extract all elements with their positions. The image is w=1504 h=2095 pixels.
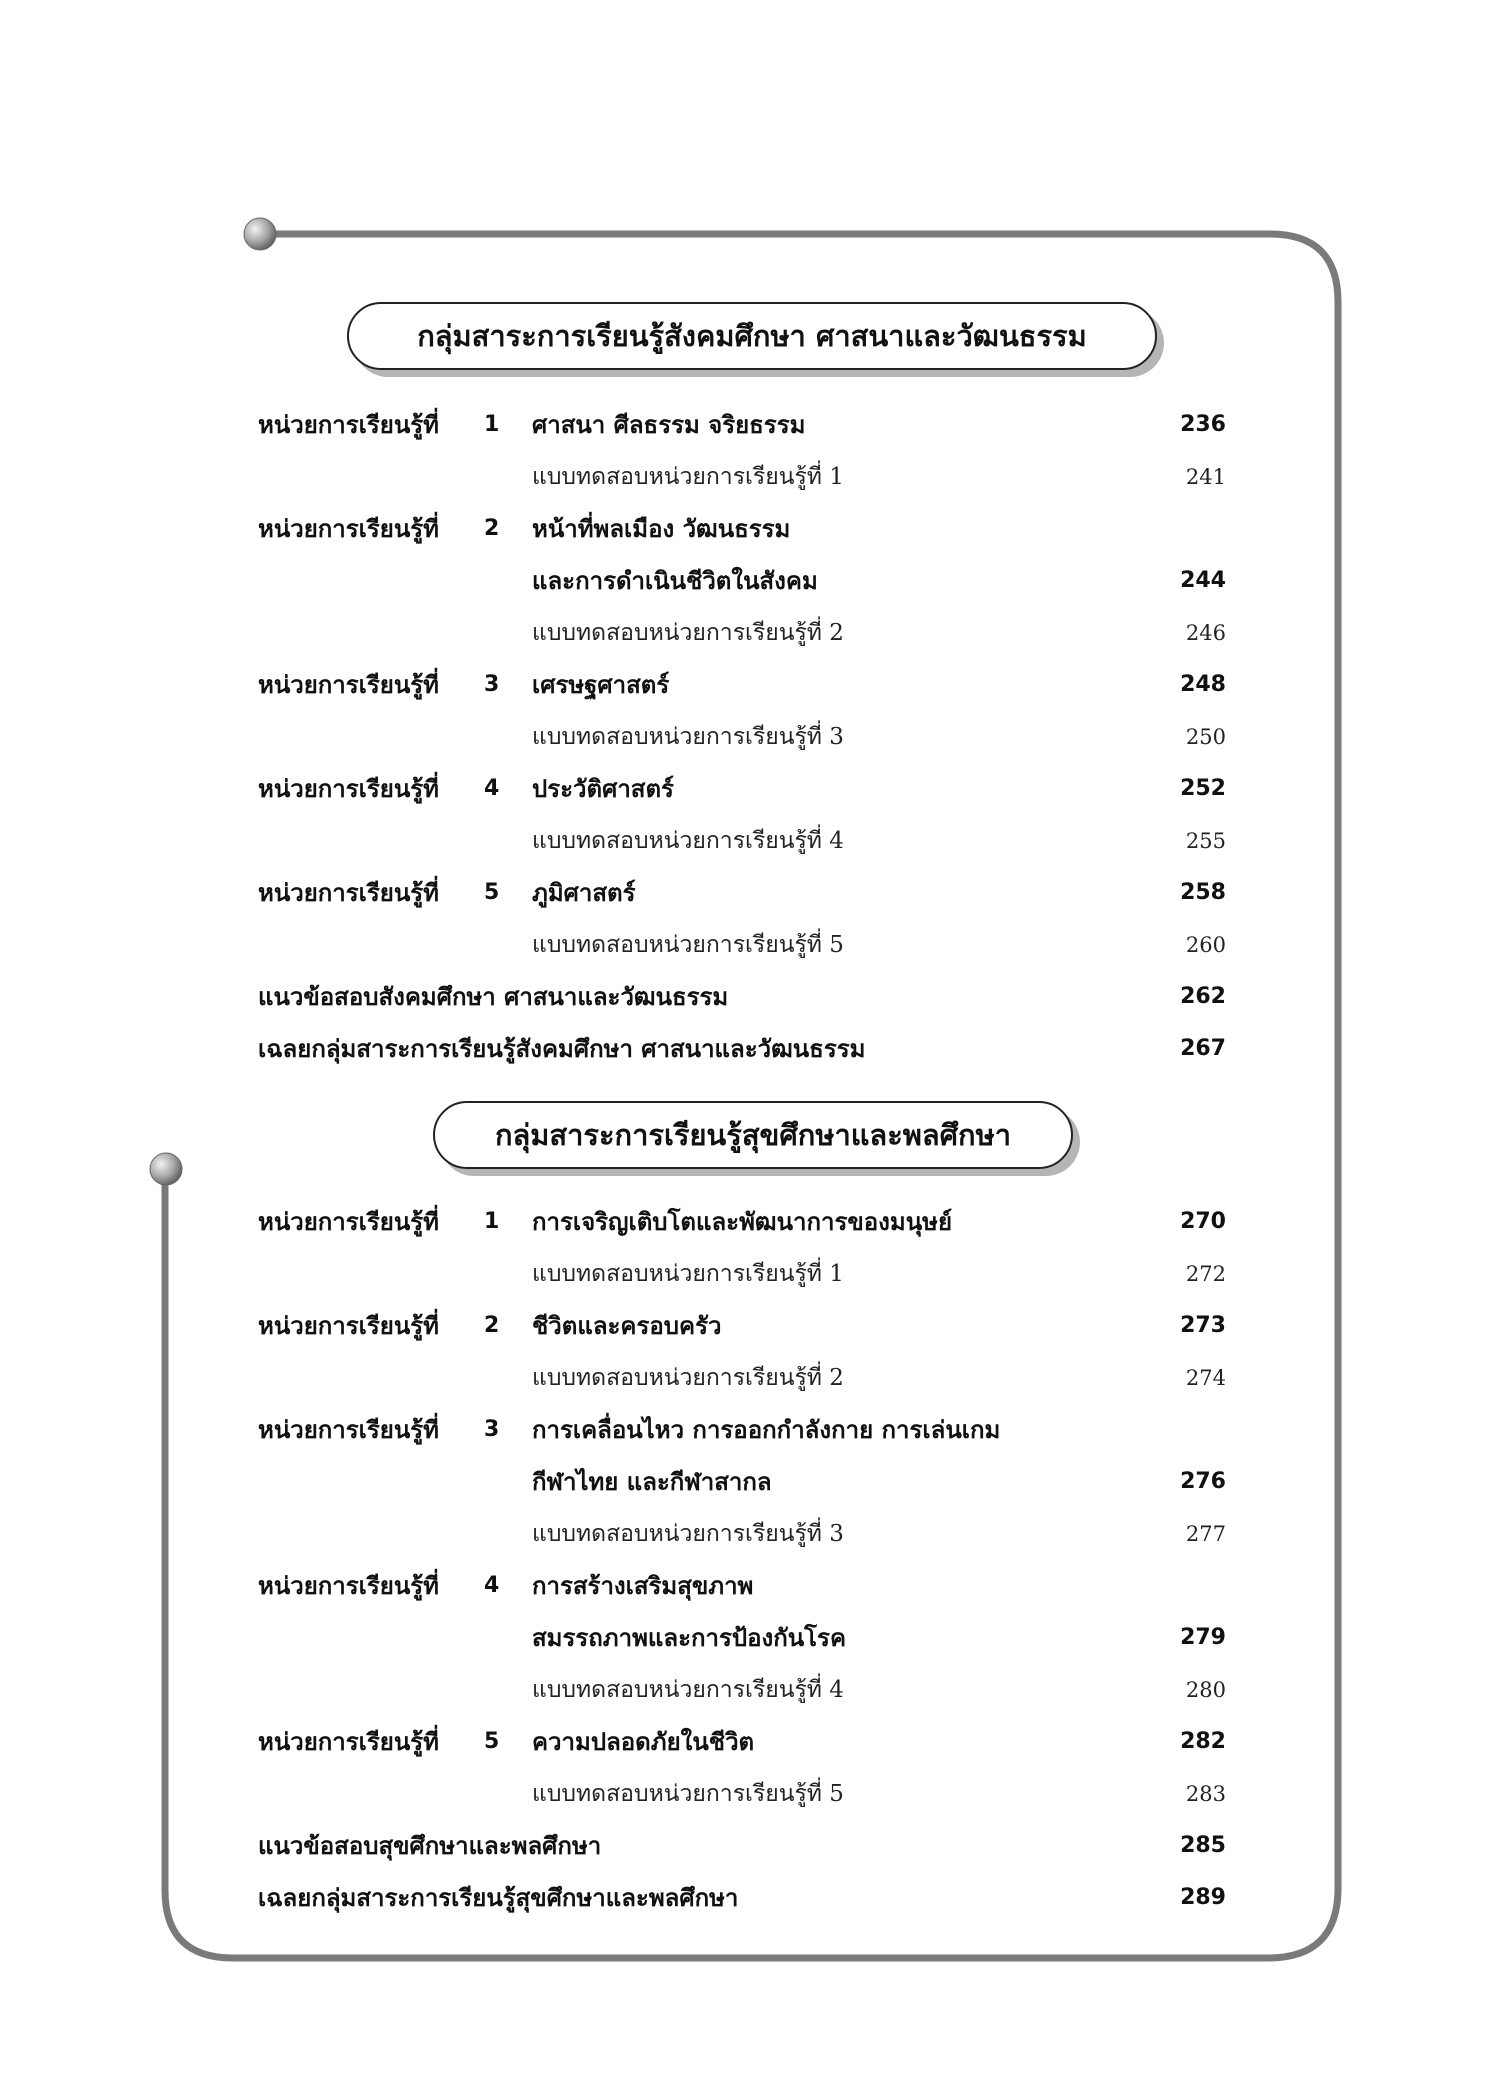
page-number: 289 [1180, 1885, 1226, 1910]
unit-title: ภูมิศาสตร์ [532, 879, 636, 907]
page-number: 270 [1180, 1209, 1226, 1234]
toc-row[interactable] [258, 1612, 1226, 1664]
unit-number: 5 [484, 880, 500, 905]
quiz-title: แบบทดสอบหน่วยการเรียนรู้ที่ 3 [532, 724, 844, 750]
unit-title: ความปลอดภัยในชีวิต [532, 1728, 755, 1756]
exam-guide-title: แนวข้อสอบสังคมศึกษา ศาสนาและวัฒนธรรม [258, 983, 729, 1011]
toc-row[interactable] [258, 659, 1226, 711]
unit-number: 4 [484, 776, 500, 801]
unit-number: 3 [484, 1417, 500, 1442]
unit-label: หน่วยการเรียนรู้ที่ [258, 1208, 439, 1236]
quiz-title: แบบทดสอบหน่วยการเรียนรู้ที่ 1 [532, 1261, 844, 1287]
toc-row[interactable] [258, 867, 1226, 919]
page-number: 277 [1185, 1522, 1226, 1546]
page-number: 282 [1180, 1729, 1226, 1754]
toc-row[interactable] [258, 971, 1226, 1023]
toc-row[interactable] [258, 555, 1226, 607]
toc-row[interactable] [258, 1248, 1226, 1300]
toc-row[interactable] [258, 1352, 1226, 1404]
unit-title-continued: และการดำเนินชีวิตในสังคม [532, 567, 818, 595]
quiz-title: แบบทดสอบหน่วยการเรียนรู้ที่ 5 [532, 932, 844, 958]
page-number: 250 [1185, 725, 1226, 749]
section-title-health: กลุ่มสาระการเรียนรู้สุขศึกษาและพลศึกษา [433, 1101, 1073, 1169]
page-number: 279 [1180, 1625, 1226, 1650]
toc-section-social [258, 399, 1226, 1075]
toc-row[interactable] [258, 1023, 1226, 1075]
quiz-title: แบบทดสอบหน่วยการเรียนรู้ที่ 3 [532, 1521, 844, 1547]
page-number: 262 [1180, 984, 1226, 1009]
toc-row[interactable] [258, 1404, 1226, 1456]
unit-number: 1 [484, 412, 500, 437]
quiz-title: แบบทดสอบหน่วยการเรียนรู้ที่ 2 [532, 620, 844, 646]
unit-title-continued: กีฬาไทย และกีฬาสากล [532, 1468, 772, 1496]
unit-title-continued: สมรรถภาพและการป้องกันโรค [532, 1624, 847, 1652]
toc-row[interactable] [258, 503, 1226, 555]
unit-label: หน่วยการเรียนรู้ที่ [258, 879, 439, 907]
unit-label: หน่วยการเรียนรู้ที่ [258, 1312, 439, 1340]
page-number: 280 [1185, 1678, 1226, 1702]
quiz-title: แบบทดสอบหน่วยการเรียนรู้ที่ 4 [532, 828, 844, 854]
page-number: 241 [1185, 465, 1226, 489]
answer-key-title: เฉลยกลุ่มสาระการเรียนรู้สังคมศึกษา ศาสนาและวัฒนธรรม [258, 1035, 866, 1063]
section-title-social: กลุ่มสาระการเรียนรู้สังคมศึกษา ศาสนาและวัฒนธรรม [347, 302, 1157, 370]
page-number: 244 [1180, 568, 1226, 593]
unit-number: 2 [484, 1313, 500, 1338]
exam-guide-title: แนวข้อสอบสุขศึกษาและพลศึกษา [258, 1832, 602, 1860]
page-number: 274 [1185, 1366, 1226, 1390]
page-number: 283 [1185, 1782, 1226, 1806]
page-number: 276 [1180, 1469, 1226, 1494]
page-number: 246 [1185, 621, 1226, 645]
toc-row[interactable] [258, 1196, 1226, 1248]
unit-title: การสร้างเสริมสุขภาพ [532, 1572, 754, 1600]
toc-row[interactable] [258, 399, 1226, 451]
toc-section-health [258, 1196, 1226, 1924]
toc-row[interactable] [258, 1300, 1226, 1352]
toc-row[interactable] [258, 1872, 1226, 1924]
toc-row[interactable] [258, 1664, 1226, 1716]
toc-row[interactable] [258, 815, 1226, 867]
page-number: 258 [1180, 880, 1226, 905]
unit-title: หน้าที่พลเมือง วัฒนธรรม [532, 515, 791, 543]
toc-row[interactable] [258, 1560, 1226, 1612]
unit-label: หน่วยการเรียนรู้ที่ [258, 1572, 439, 1600]
frame-ball-top [244, 218, 276, 250]
quiz-title: แบบทดสอบหน่วยการเรียนรู้ที่ 2 [532, 1365, 844, 1391]
unit-title: เศรษฐศาสตร์ [532, 671, 670, 699]
quiz-title: แบบทดสอบหน่วยการเรียนรู้ที่ 5 [532, 1781, 844, 1807]
toc-row[interactable] [258, 711, 1226, 763]
page-number: 273 [1180, 1313, 1226, 1338]
page-number: 260 [1185, 933, 1226, 957]
toc-row[interactable] [258, 1716, 1226, 1768]
quiz-title: แบบทดสอบหน่วยการเรียนรู้ที่ 4 [532, 1677, 844, 1703]
page-number: 255 [1185, 829, 1226, 853]
unit-title: ชีวิตและครอบครัว [532, 1312, 722, 1340]
unit-label: หน่วยการเรียนรู้ที่ [258, 671, 439, 699]
unit-label: หน่วยการเรียนรู้ที่ [258, 1416, 439, 1444]
unit-title: การเคลื่อนไหว การออกกำลังกาย การเล่นเกม [532, 1416, 1001, 1444]
unit-number: 2 [484, 516, 500, 541]
page-number: 248 [1180, 672, 1226, 697]
toc-row[interactable] [258, 919, 1226, 971]
unit-title: ศาสนา ศีลธรรม จริยธรรม [532, 411, 806, 439]
toc-row[interactable] [258, 451, 1226, 503]
unit-label: หน่วยการเรียนรู้ที่ [258, 775, 439, 803]
unit-number: 5 [484, 1729, 500, 1754]
toc-row[interactable] [258, 607, 1226, 659]
unit-number: 1 [484, 1209, 500, 1234]
frame-ball-left [150, 1153, 182, 1185]
unit-title: การเจริญเติบโตและพัฒนาการของมนุษย์ [532, 1208, 952, 1236]
toc-row[interactable] [258, 1820, 1226, 1872]
unit-title: ประวัติศาสตร์ [532, 775, 674, 803]
unit-label: หน่วยการเรียนรู้ที่ [258, 411, 439, 439]
unit-number: 3 [484, 672, 500, 697]
answer-key-title: เฉลยกลุ่มสาระการเรียนรู้สุขศึกษาและพลศึกษา [258, 1884, 739, 1912]
page-number: 267 [1180, 1036, 1226, 1061]
toc-row[interactable] [258, 1508, 1226, 1560]
page-number: 236 [1180, 412, 1226, 437]
toc-row[interactable] [258, 1456, 1226, 1508]
page-number: 252 [1180, 776, 1226, 801]
unit-label: หน่วยการเรียนรู้ที่ [258, 1728, 439, 1756]
toc-row[interactable] [258, 763, 1226, 815]
unit-label: หน่วยการเรียนรู้ที่ [258, 515, 439, 543]
unit-number: 4 [484, 1573, 500, 1598]
page-number: 272 [1185, 1262, 1226, 1286]
quiz-title: แบบทดสอบหน่วยการเรียนรู้ที่ 1 [532, 464, 844, 490]
page-number: 285 [1180, 1833, 1226, 1858]
toc-row[interactable] [258, 1768, 1226, 1820]
